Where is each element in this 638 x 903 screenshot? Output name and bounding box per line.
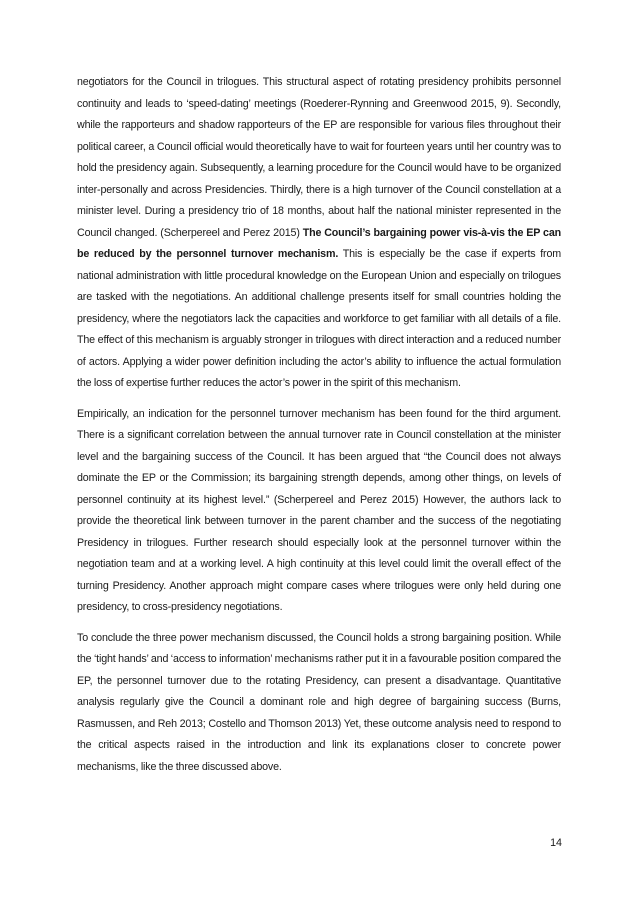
paragraph-1-text-b: This is especially be the case if experts from national administration with little procedural knowledge on the European Union and especially on trilogues are tasked with the negotiations. An additional challenge presents itself for small countries holding the presidency, where the negotiators lack the capacities and workforce to get familiar with all details of a file. The effect of this mechanism is arguably stronger in trilogues with direct interaction and a reduced number of actors. Applying a wider power definition including the actor’s ability to influence the actual formulation the loss of expertise further reduces the actor’s power in the spirit of this mechanism.	[77, 248, 561, 389]
body-text	[77, 72, 561, 787]
paragraph-2	[77, 404, 561, 619]
paragraph-2-text: Empirically, an indication for the personnel turnover mechanism has been found for the third argument. There is a significant correlation between the annual turnover rate in Council constellation at the minister level and the bargaining success of the Council. It has been argued that “the Council does not always dominate the EP or the Commission; its bargaining strength depends, among other things, on levels of personnel continuity at its highest level.” (Scherpereel and Perez 2015) However, the authors lack to provide the theoretical link between turnover in the parent chamber and the success of the negotiating Presidency in trilogues. Further research should especially look at the personnel turnover within the negotiation team and at a working level. A high continuity at this level could limit the overall effect of the turning Presidency. Another approach might compare cases where trilogues were only held during one presidency, to cross-presidency negotiations.	[77, 407, 561, 613]
paragraph-3	[77, 628, 561, 779]
paragraph-1	[77, 72, 561, 395]
paragraph-3-text: To conclude the three power mechanism discussed, the Council holds a strong bargaining position. While the ‘tight hands’ and ‘access to information’ mechanisms rather put it in a favourable position compared the EP, the personnel turnover due to the rotating Presidency, can present a disadvantage. Quantitative analysis regularly give the Council a dominant role and high degree of bargaining success (Burns, Rasmussen, and Reh 2013; Costello and Thomson 2013) Yet, these outcome analysis need to respond to the critical aspects raised in the introduction and link its explanations closer to concrete power mechanisms, like the three discussed above.	[77, 631, 561, 773]
page-number: 14	[550, 837, 562, 849]
paragraph-1-bold-thesis: The Council’s bargaining power vis-à-vis the EP can be reduced by the personnel turnover mechanism.	[77, 226, 561, 260]
paragraph-1-text-a: negotiators for the Council in trilogues. This structural aspect of rotating presidency prohibits personnel continuity and leads to ‘speed-dating’ meetings (Roederer-Rynning and Greenwood 2015, 9). Secondly, while the rapporteurs and shadow rapporteurs of the EP are responsible for various files throughout their political career, a Council official would theoretically have to wait for fourteen years until her country was to hold the presidency again. Subsequently, a learning procedure for the Council would have to be organized inter-personally and across Presidencies. Thirdly, there is a high turnover of the Council constellation at a minister level. During a presidency trio of 18 months, about half the national minister represented in the Council changed. (Scherpereel and Perez 2015)	[77, 76, 561, 239]
